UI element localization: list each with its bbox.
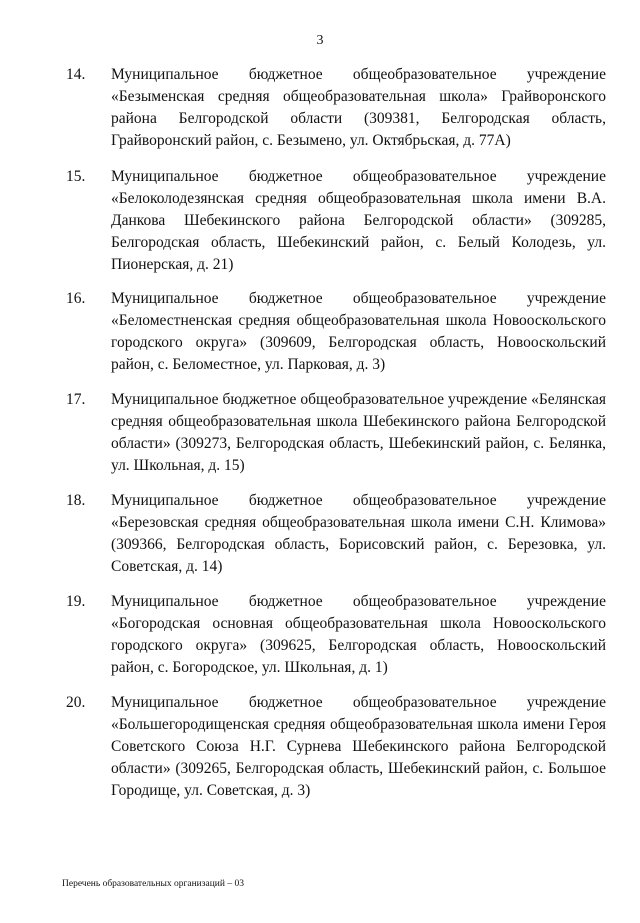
list-item-text: Муниципальное бюджетное общеобразовательное учреждение «Березовская средняя общеобразовательная школа имени С.Н. Климова» (309366, Белгородская область, Борисовский район, с. Березовка, ул. Советская, д. 14) <box>111 492 606 575</box>
list-item <box>66 288 606 376</box>
list-item-number: 19. <box>66 593 86 610</box>
list-item <box>66 490 606 578</box>
list-item-number: 20. <box>66 694 86 711</box>
list-item-text: Муниципальное бюджетное общеобразовательное учреждение «Безыменская средняя общеобразовательная школа» Грайворонского района Белгородской области (309381, Белгородская область, Грайворонский район, с. Безымено, ул. Октябрьская, д. 77А) <box>111 66 606 149</box>
list-item <box>66 692 606 802</box>
list-item-number: 16. <box>66 290 86 307</box>
list-item-number: 17. <box>66 391 86 408</box>
footer-note: Перечень образовательных организаций – 03 <box>62 879 244 889</box>
list-item-text: Муниципальное бюджетное общеобразовательное учреждение «Богородская основная общеобразовательная школа Новооскольского городского округа» (309625, Белгородская область, Новооскольский район, с. Богородское, ул. Школьная, д. 1) <box>111 593 606 676</box>
list-item-number: 14. <box>66 66 86 83</box>
list-item <box>66 591 606 679</box>
list-item-number: 15. <box>66 168 86 185</box>
list-item-text: Муниципальное бюджетное общеобразовательное учреждение «Белянская средняя общеобразовательная школа Шебекинского района Белгородской области» (309273, Белгородская область, Шебекинский район, с. Белянка, ул. Школьная, д. 15) <box>111 391 606 474</box>
list-item <box>66 64 606 152</box>
list-item-text: Муниципальное бюджетное общеобразовательное учреждение «Большегородищенская средняя общеобразовательная школа имени Героя Советского Союза Н.Г. Сурнева Шебекинского района Белгородской области» (309265, Белгородская область, Шебекинский район, с. Большое Городище, ул. Советская, д. 3) <box>111 694 606 799</box>
list-item <box>66 166 606 276</box>
page-number: 3 <box>316 33 324 48</box>
list-item <box>66 389 606 477</box>
list-item-number: 18. <box>66 492 86 509</box>
list-item-text: Муниципальное бюджетное общеобразовательное учреждение «Белоколодезянская средняя общеобразовательная школа имени В.А. Данкова Шебекинского района Белгородской области» (309285, Белгородская область, Шебекинский район, с. Белый Колодезь, ул. Пионерская, д. 21) <box>111 168 606 273</box>
list-item-text: Муниципальное бюджетное общеобразовательное учреждение «Беломестненская средняя общеобразовательная школа Новооскольского городского округа» (309609, Белгородская область, Новооскольский район, с. Беломестное, ул. Парковая, д. 3) <box>111 290 606 373</box>
